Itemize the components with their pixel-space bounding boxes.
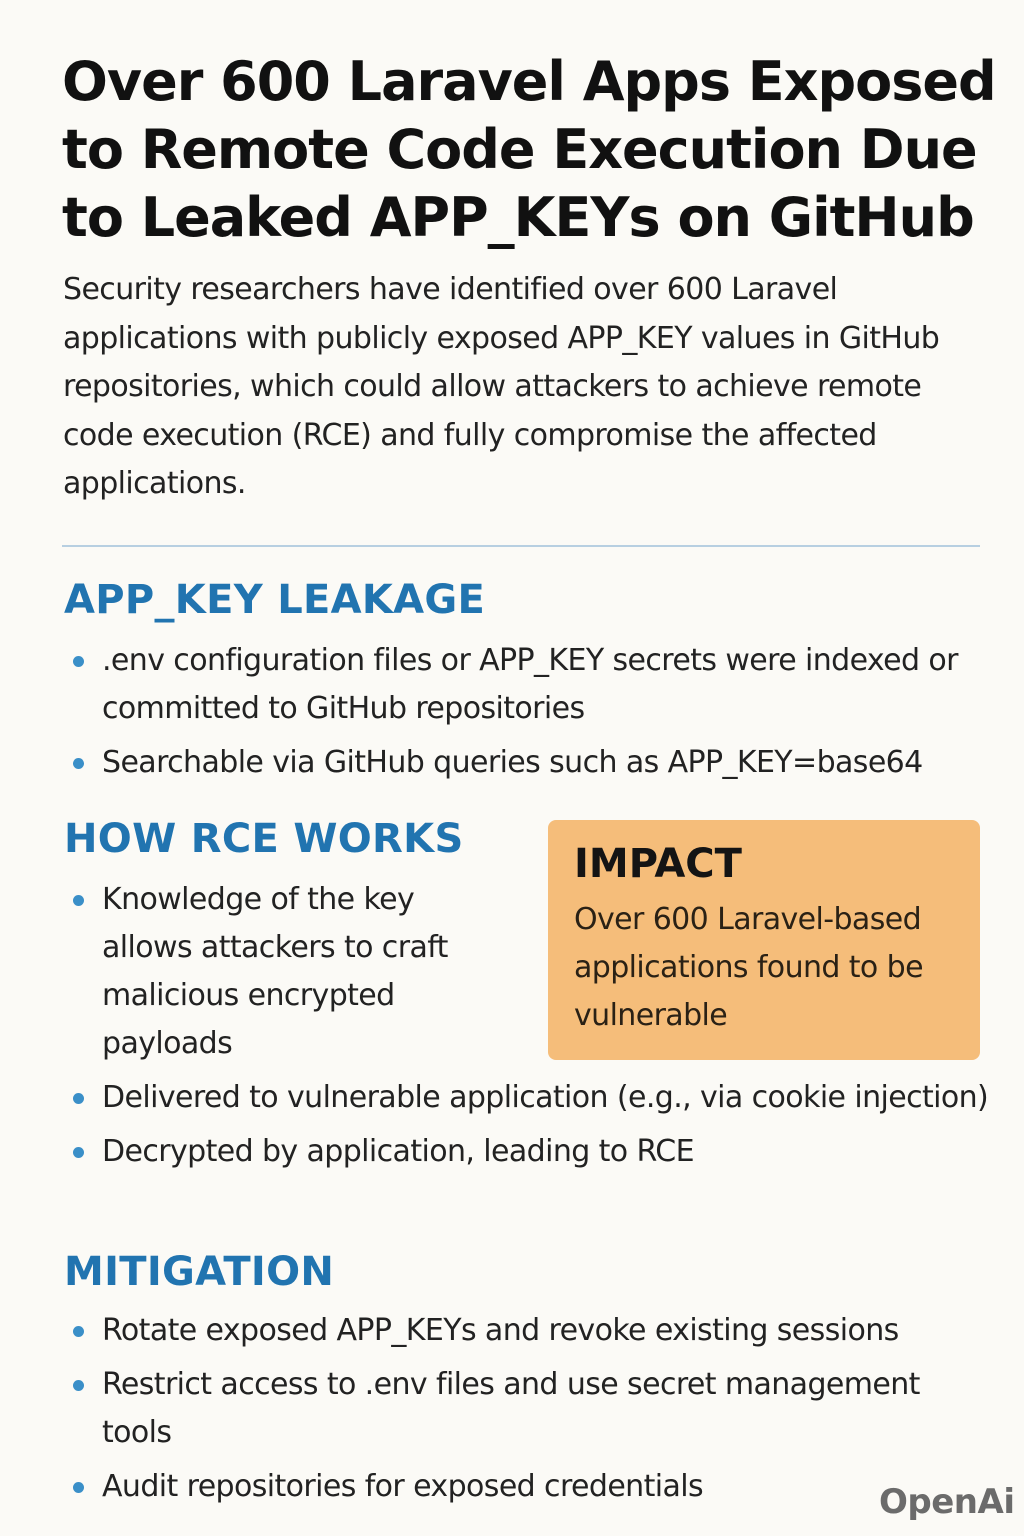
impact-callout <box>548 820 980 1060</box>
list-item <box>64 1463 974 1511</box>
list-item-text: Audit repositories for exposed credentials <box>102 1469 704 1504</box>
list-item <box>64 876 502 1068</box>
list-item <box>64 1074 994 1122</box>
bullet-dot-icon <box>73 1147 84 1158</box>
bullet-dot-icon <box>73 1093 84 1104</box>
section-title-mitigation: MITIGATION <box>64 1249 335 1295</box>
list-item-text: Rotate exposed APP_KEYs and revoke existing sessions <box>102 1313 899 1348</box>
mitigation-list <box>64 1307 974 1511</box>
leakage-list <box>64 637 994 787</box>
list-item-text: Searchable via GitHub queries such as APP_KEY=base64 <box>102 745 923 780</box>
list-item <box>64 1361 974 1457</box>
bullet-dot-icon <box>73 895 84 906</box>
list-item <box>64 1307 974 1355</box>
section-divider <box>62 545 980 547</box>
list-item <box>64 739 994 787</box>
article-intro: Security researchers have identified over 600 Laravel applications with publicly exposed APP_KEY values in GitHub repositories, which could allow attackers to achieve remote code execution (RCE) and fully compromise the affected applications. <box>63 272 940 501</box>
list-item-text: .env configuration files or APP_KEY secrets were indexed or committed to GitHub repositories <box>102 643 958 726</box>
list-item <box>64 637 994 733</box>
section-title-rce: HOW RCE WORKS <box>64 816 464 862</box>
impact-title: IMPACT <box>574 841 742 887</box>
bullet-dot-icon <box>73 1380 84 1391</box>
openai-watermark: OpenAi <box>879 1482 1015 1522</box>
list-item <box>64 1128 994 1176</box>
bullet-dot-icon <box>73 758 84 769</box>
article-headline: Over 600 Laravel Apps Exposed to Remote Code Execution Due to Leaked APP_KEYs on GitHub <box>62 50 996 249</box>
list-item-text: Knowledge of the key allows attackers to craft malicious encrypted payloads <box>102 882 448 1061</box>
bullet-dot-icon <box>73 656 84 667</box>
list-item-text: Restrict access to .env files and use secret management tools <box>102 1367 920 1450</box>
impact-text: Over 600 Laravel-based applications found to be vulnerable <box>574 902 923 1033</box>
bullet-dot-icon <box>73 1482 84 1493</box>
list-item-text: Decrypted by application, leading to RCE <box>102 1134 694 1169</box>
list-item-text: Delivered to vulnerable application (e.g., via cookie injection) <box>102 1080 989 1115</box>
section-title-leakage: APP_KEY LEAKAGE <box>64 577 486 623</box>
bullet-dot-icon <box>73 1326 84 1337</box>
